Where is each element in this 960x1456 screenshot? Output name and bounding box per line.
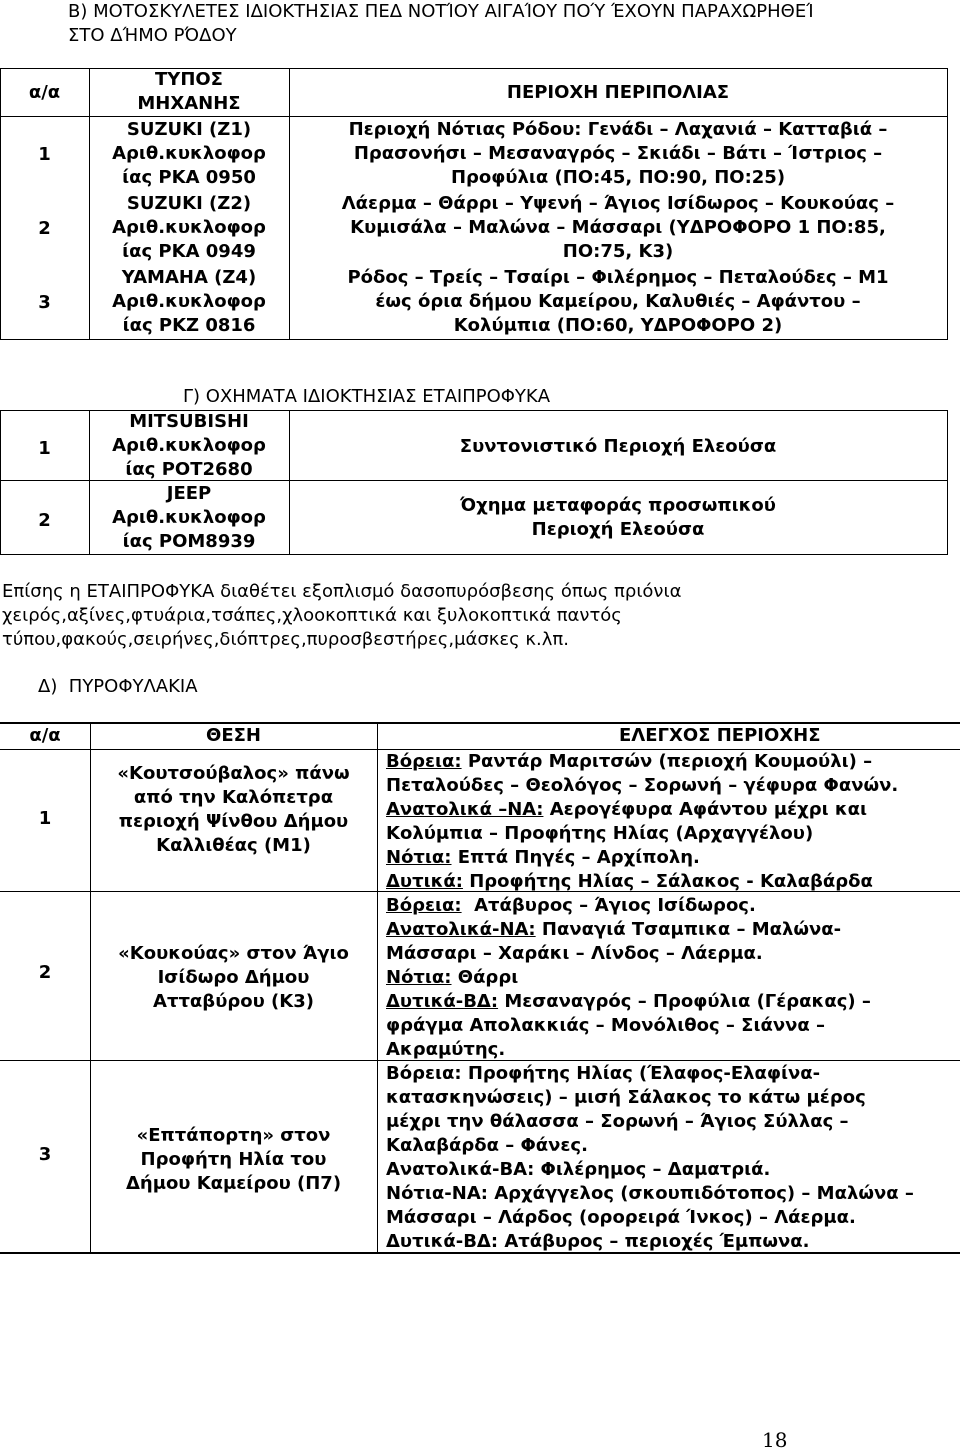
section-d-heading: Δ) ΠΥΡΟΦΥΛΑΚΙΑ bbox=[38, 676, 198, 697]
col-header-area: ΠΕΡΙΟΧΗ ΠΕΡΙΠΟΛΙΑΣ bbox=[506, 82, 730, 103]
row-3-type: YAMAHA (Z4) Αριθ.κυκλοφορ ίας ΡΚΖ 0816 bbox=[112, 267, 266, 336]
row-1-area: Περιοχή Νότιας Ρόδου: Γενάδι – Λαχανιά – Κατταβιά – Πρασονήσι – Μεσαναγρός – Σκιάδι – Βάτι – Ίστριος – Προφύλια (ΠΟ:45, ΠΟ:90, ΠΟ:25) bbox=[348, 119, 888, 188]
col-header-type: ΤΥΠΟΣ ΜΗΧΑΝΗΣ bbox=[137, 69, 241, 114]
d-row-3-aa: 3 bbox=[38, 1144, 52, 1165]
d-col-header-control: ΕΛΕΓΧΟΣ ΠΕΡΙΟΧΗΣ bbox=[619, 725, 821, 746]
row-1-aa: 1 bbox=[38, 144, 51, 165]
section-b-table bbox=[0, 68, 960, 340]
section-b-heading-line1: Β) ΜΟΤΟΣΚΥΛΕΤΕΣ ΙΔΙΟΚΤΗΣΙΑΣ ΠΕΔ ΝΟΤΊΟΥ ΑΙΓΑΊΟΥ ΠΟΎ ΈΧΟΥΝ ΠΑΡΑΧΩΡΗΘΕΊ bbox=[68, 1, 814, 22]
row-2-area: Λάερμα – Θάρρι – Υψενή – Άγιος Ισίδωρος – Κουκούας – Κυμισάλα – Μαλώνα – Μάσσαρι (ΥΔΡΟΦΟΡΟ 1 ΠΟ:85, ΠΟ:75, Κ3) bbox=[341, 193, 895, 262]
section-c-table bbox=[0, 410, 960, 555]
d-col-header-aa: α/α bbox=[29, 725, 61, 746]
d-row-1-position: «Κουτσούβαλος» πάνω από την Καλόπετρα περιοχή Ψίνθου Δήμου Καλλιθέας (Μ1) bbox=[117, 763, 350, 856]
d-row-3-control: Βόρεια: Προφήτης Ηλίας (Έλαφος-Ελαφίνα- κατασκηνώσεις) – μισή Σάλακος το κάτω μέρος μέχρι την θάλασσα – Σορωνή – Άγιος Σύλλας – Καλαβάρδα – Φάνες. Ανατολικά-ΒΑ: Φιλέρημος – Δαματριά. Νότια-ΝΑ: Αρχάγγελος (σκουπιδότοπος) – Μαλώνα – Μάσσαρι – Λάρδος (ορορειρά Ίνκος) – Λάερμα. Δυτικά-ΒΔ: Ατάβυρος – περιοχές Έμπωνα. bbox=[386, 1063, 914, 1252]
d-row-3-position: «Επτάπορτη» στον Προφήτη Ηλία του Δήμου Καμείρου (Π7) bbox=[125, 1125, 342, 1194]
d-row-2-control: Βόρεια: Ατάβυρος – Άγιος Ισίδωρος. Ανατολικά-ΝΑ: Παναγιά Τσαμπικα – Μαλώνα- Μάσσαρι – Χαράκι – Λίνδος – Λάερμα. Νότια: Θάρρι Δυτικά-ΒΔ: Μεσαναγρός – Προφύλια (Γέρακας) – φράγμα Απολακκιάς – Μονόλιθος – Σιάννα – Ακραμύτης. bbox=[386, 895, 871, 1060]
d-row-1-control: Βόρεια: Ραντάρ Μαριτσών (περιοχή Κουμούλι) – Πεταλούδες – Θεολόγος – Σορωνή – γέφυρα Φανών. Ανατολικά –ΝΑ: Αερογέφυρα Αφάντου μέχρι και Κολύμπια – Προφήτης Ηλίας (Αρχαγγέλου) Νότια: Επτά Πηγές – Αρχίπολη. Δυτικά: Προφήτης Ηλίας – Σάλακος - Καλαβάρδα bbox=[386, 751, 899, 892]
col-header-aa: α/α bbox=[28, 82, 61, 103]
d-row-2-position: «Κουκούας» στον Άγιο Ισίδωρο Δήμου Ατταβύρου (Κ3) bbox=[118, 943, 349, 1012]
c-row-1-aa: 1 bbox=[38, 438, 51, 459]
row-2-aa: 2 bbox=[38, 218, 51, 239]
c-row-2-vehicle: JEEP Αριθ.κυκλοφορ ίας ΡΟΜ8939 bbox=[112, 483, 266, 552]
c-row-2-aa: 2 bbox=[38, 510, 51, 531]
c-row-1-vehicle: MITSUBISHI Αριθ.κυκλοφορ ίας ΡΟΤ2680 bbox=[112, 411, 266, 480]
section-c-heading: Γ) ΟΧΗΜΑΤΑ ΙΔΙΟΚΤΗΣΙΑΣ ΕΤΑΙΠΡΟΦΥΚΑ bbox=[183, 386, 551, 407]
equipment-paragraph: Επίσης η ΕΤΑΙΠΡΟΦΥΚΑ διαθέτει εξοπλισμό δασοπυρόσβεσης όπως πριόνια χειρός,αξίνες,φτυάρια,τσάπες,χλοοκοπτικά και ξυλοκοπτικά παντός τύπου,φακούς,σειρήνες,διόπτρες,πυροσβεστήρες,μάσκες κ.λπ. bbox=[2, 581, 682, 650]
section-b-heading bbox=[68, 0, 958, 48]
d-row-1-aa: 1 bbox=[38, 808, 52, 829]
d-col-header-position: ΘΕΣΗ bbox=[206, 725, 261, 746]
section-d-table bbox=[0, 722, 960, 1254]
row-3-area: Ρόδος – Τρείς – Τσαίρι – Φιλέρημος – Πεταλούδες – Μ1 έως όρια δήμου Καμείρου, Καλυθιές – Αφάντου – Κολύμπια (ΠΟ:60, ΥΔΡΟΦΟΡΟ 2) bbox=[347, 267, 889, 336]
d-row-2-aa: 2 bbox=[38, 962, 52, 983]
c-row-1-use: Συντονιστικό Περιοχή Ελεούσα bbox=[459, 436, 777, 457]
row-3-aa: 3 bbox=[38, 292, 51, 313]
row-2-type: SUZUKI (Z2) Αριθ.κυκλοφορ ίας ΡΚΑ 0949 bbox=[112, 193, 266, 262]
section-b-heading-line2: ΣΤΟ ΔΉΜΟ ΡΌΔΟΥ bbox=[68, 25, 237, 46]
page-number: 18 bbox=[762, 1428, 788, 1452]
c-row-2-use: Όχημα μεταφοράς προσωπικού Περιοχή Ελεούσα bbox=[460, 495, 776, 540]
row-1-type: SUZUKI (Z1) Αριθ.κυκλοφορ ίας ΡΚΑ 0950 bbox=[112, 119, 266, 188]
